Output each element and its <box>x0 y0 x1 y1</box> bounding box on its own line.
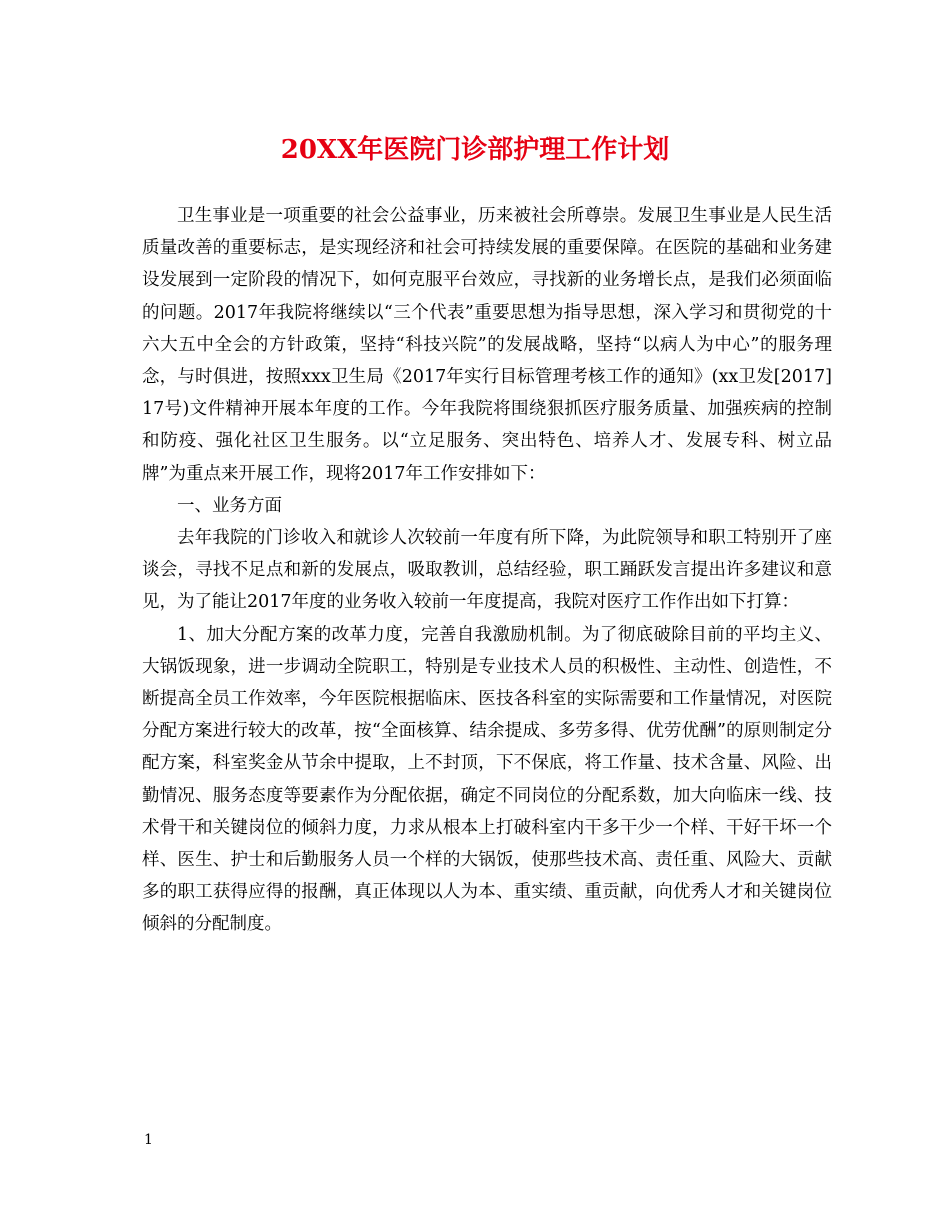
section-heading-business: 一、业务方面 <box>177 495 282 516</box>
paragraph-item-1: 1、加大分配方案的改革力度，完善自我激励机制。为了彻底破除目前的平均主义、大锅饭现象，进一步调动全院职工，特别是专业技术人员的积极性、主动性、创造性，不断提高全员工作效率，今年医院根据临床、医技各科室的实际需要和工作量情况，对医院分配方案进行较大的改革，按“全面核算、结余提成、多劳多得、优劳优酬”的原则制定分配方案，科室奖金从节余中提取，上不封顶，下不保底，将工作量、技术含量、风险、出勤情况、服务态度等要素作为分配依据，确定不同岗位的分配系数，加大向临床一线、技术骨干和关键岗位的倾斜力度，力求从根本上打破科室内干多干少一个样、干好干坏一个样、医生、护士和后勤服务人员一个样的大锅饭，使那些技术高、责任重、风险大、贡献多的职工获得应得的报酬，真正体现以人为本、重实绩、重贡献，向优秀人才和关键岗位倾斜的分配制度。 <box>142 624 832 935</box>
paragraph-intro: 卫生事业是一项重要的社会公益事业，历来被社会所尊崇。发展卫生事业是人民生活质量改善的重要标志，是实现经济和社会可持续发展的重要保障。在医院的基础和业务建设发展到一定阶段的情况下，如何克服平台效应，寻找新的业务增长点，是我们必须面临的问题。2017年我院将继续以“三个代表”重要思想为指导思想，深入学习和贯彻党的十六大五中全会的方针政策，坚持“科技兴院”的发展战略，坚持“以病人为中心”的服务理念，与时俱进，按照xxx卫生局《2017年实行目标管理考核工作的通知》(xx卫发[2017]17号)文件精神开展本年度的工作。今年我院将围绕狠抓医疗服务质量、加强疾病的控制和防疫、强化社区卫生服务。以“立足服务、突出特色、培养人才、发展专科、树立品牌”为重点来开展工作，现将2017年工作安排如下： <box>142 206 832 484</box>
page-number: 1 <box>144 1132 153 1148</box>
document-title: 20XX年医院门诊部护理工作计划 <box>280 135 670 165</box>
document-body <box>142 200 832 941</box>
paragraph-business: 去年我院的门诊收入和就诊人次较前一年度有所下降，为此院领导和职工特别开了座谈会，寻找不足点和新的发展点，吸取教训，总结经验，职工踊跃发言提出许多建议和意见，为了能让2017年度的业务收入较前一年度提高，我院对医疗工作作出如下打算： <box>142 528 832 613</box>
